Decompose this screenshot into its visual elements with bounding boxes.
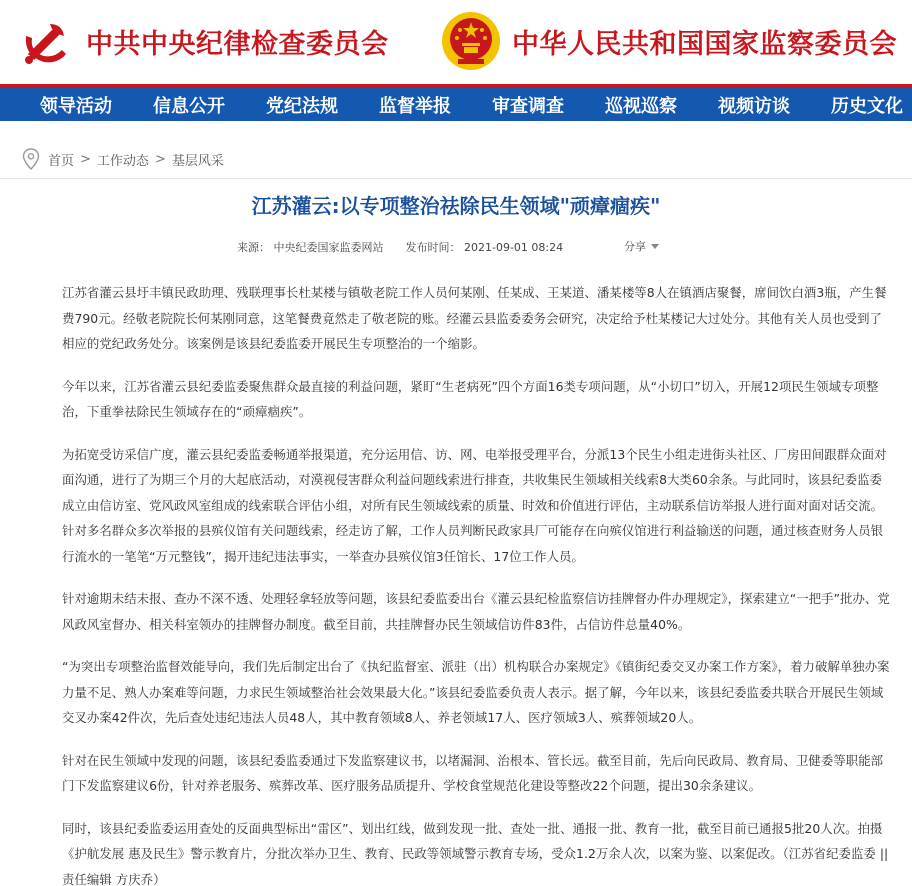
- nav-item-video[interactable]: 视频访谈: [718, 95, 790, 117]
- article-publish-time: 发布时间： 2021-09-01 08:24: [405, 241, 564, 254]
- nav-list: [0, 88, 912, 121]
- article-meta: [237, 238, 563, 256]
- breadcrumb-separator: >: [154, 151, 166, 167]
- article-paragraph: 今年以来，江苏省灌云县纪委监委聚焦群众最直接的利益问题，紧盯“生老病死”四个方面16类专项问题，从“小切口”切入，开展12项民生领域专项整治，下重拳祛除民生领域存在的“顽瘴痼疾”。: [62, 378, 879, 419]
- article-paragraph: 同时，该县纪委监委运用查处的反面典型标出“雷区”、划出红线，做到发现一批、查处一批、通报一批、教育一批，截至目前已通报5批20人次。拍摄《护航发展 惠及民生》警示教育片，分批次举办卫生、教育、民政等领域警示教育专场，受众1.2万余人次，以案为鉴、以案促改。（江苏省纪委监委 || 责任编辑 方庆乔）: [62, 820, 889, 886]
- breadcrumb-work-news[interactable]: 工作动态: [96, 153, 149, 169]
- site-header: [0, 0, 912, 84]
- article-paragraph: 为拓宽受访采信广度，灌云县纪委监委畅通举报渠道，充分运用信、访、网、电举报受理平台，分派13个民生小组走进街头社区、厂房田间跟群众面对面沟通，进行了为期三个月的大起底活动，对漠视侵害群众利益问题线索进行排查，共收集民生领域相关线索8大类60余条。与此同时，该县纪委监委成立由信访室、党风政风室组成的线索联合评估小组，对所有民生领域线索的质量、时效和价值进行评估，主动联系信访举报人进行面对面对话交流。针对多名群众多次举报的县殡仪馆有关问题线索，经走访了解，工作人员判断民政家具厂可能存在向殡仪馆进行利益输送的问题，通过核查财务人员银行流水的一笔笔“万元整钱”，揭开违纪违法事实，一举查办县殡仪馆3任馆长、17位工作人员。: [62, 446, 887, 564]
- article-title: 江苏灌云:以专项整治祛除民生领域"顽瘴痼疾": [251, 194, 661, 218]
- breadcrumb: [22, 147, 224, 171]
- article-body: [62, 280, 892, 886]
- nav-item-investigation[interactable]: 审查调查: [492, 95, 564, 117]
- nav-item-inspection[interactable]: 巡视巡察: [605, 95, 677, 117]
- party-emblem-icon: [14, 10, 76, 72]
- article-paragraph: “为突出专项整治监督效能导向，我们先后制定出台了《执纪监督室、派驻（出）机构联合办案规定》《镇街纪委交叉办案工作方案》，着力破解单独办案力量不足、熟人办案难等问题，力求民生领域整治社会效果最大化。”该县纪委监委负责人表示。据了解，今年以来，该县纪委监委共联合开展民生领域交叉办案42件次，先后查处违纪违法人员48人，其中教育领域8人、养老领域17人、医疗领域3人、殡葬领域20人。: [62, 659, 890, 725]
- nav-item-disclosure[interactable]: 信息公开: [153, 95, 225, 117]
- header-divider: [0, 178, 912, 179]
- nav-item-regulations[interactable]: 党纪法规: [266, 95, 338, 117]
- article-paragraph: 针对在民生领域中发现的问题，该县纪委监委通过下发监察建议书，以堵漏洞、治根本、管长远。截至目前，先后向民政局、教育局、卫健委等职能部门下发监察建议6份，针对养老服务、殡葬改革、医疗服务品质提升、学校食堂规范化建设等整改22个问题，提出30余条建议。: [62, 752, 884, 793]
- nav-item-report[interactable]: 监督举报: [379, 95, 451, 117]
- nsc-title: 中华人民共和国国家监察委员会: [512, 28, 897, 60]
- main-navigation: [0, 84, 912, 121]
- nav-item-leadership[interactable]: 领导活动: [40, 95, 112, 117]
- ccdi-title: 中共中央纪律检查委员会: [86, 28, 389, 60]
- article-paragraph: 江苏省灌云县圩丰镇民政助理、残联理事长杜某楼与镇敬老院工作人员何某刚、任某成、王某道、潘某楼等8人在镇酒店聚餐，席间饮白酒3瓶，产生餐费790元。经敬老院院长何某刚同意，这笔餐费竟然走了敬老院的账。经灌云县监委委务会研究，决定给予杜某楼记大过处分。其他有关人员也受到了相应的党纪政务处分。该案例是该县纪委监委开展民生专项整治的一个缩影。: [62, 285, 887, 351]
- breadcrumb-grassroots[interactable]: 基层风采: [171, 153, 224, 169]
- nav-item-history[interactable]: 历史文化: [831, 95, 903, 117]
- ccdi-brand[interactable]: [14, 6, 389, 76]
- nsc-brand[interactable]: [440, 6, 897, 76]
- breadcrumb-separator: >: [80, 151, 91, 167]
- article-source: 来源： 中央纪委国家监委网站: [237, 241, 384, 254]
- caret-down-icon: [651, 244, 659, 249]
- breadcrumb-home[interactable]: 首页: [48, 153, 75, 169]
- article-paragraph: 针对逾期未结未报、查办不深不透、处理轻拿轻放等问题，该县纪委监委出台《灌云县纪检监察信访挂牌督办件办理规定》，探索建立“一把手”批办、党风政风室督办、相关科室领办的挂牌督办制度。截至目前，共挂牌督办民生领域信访件83件，占信访件总量40%。: [62, 591, 890, 632]
- location-pin-icon: [22, 148, 40, 170]
- national-emblem-icon: [440, 10, 502, 72]
- share-label: 分享: [624, 240, 646, 253]
- share-button[interactable]: [624, 238, 659, 254]
